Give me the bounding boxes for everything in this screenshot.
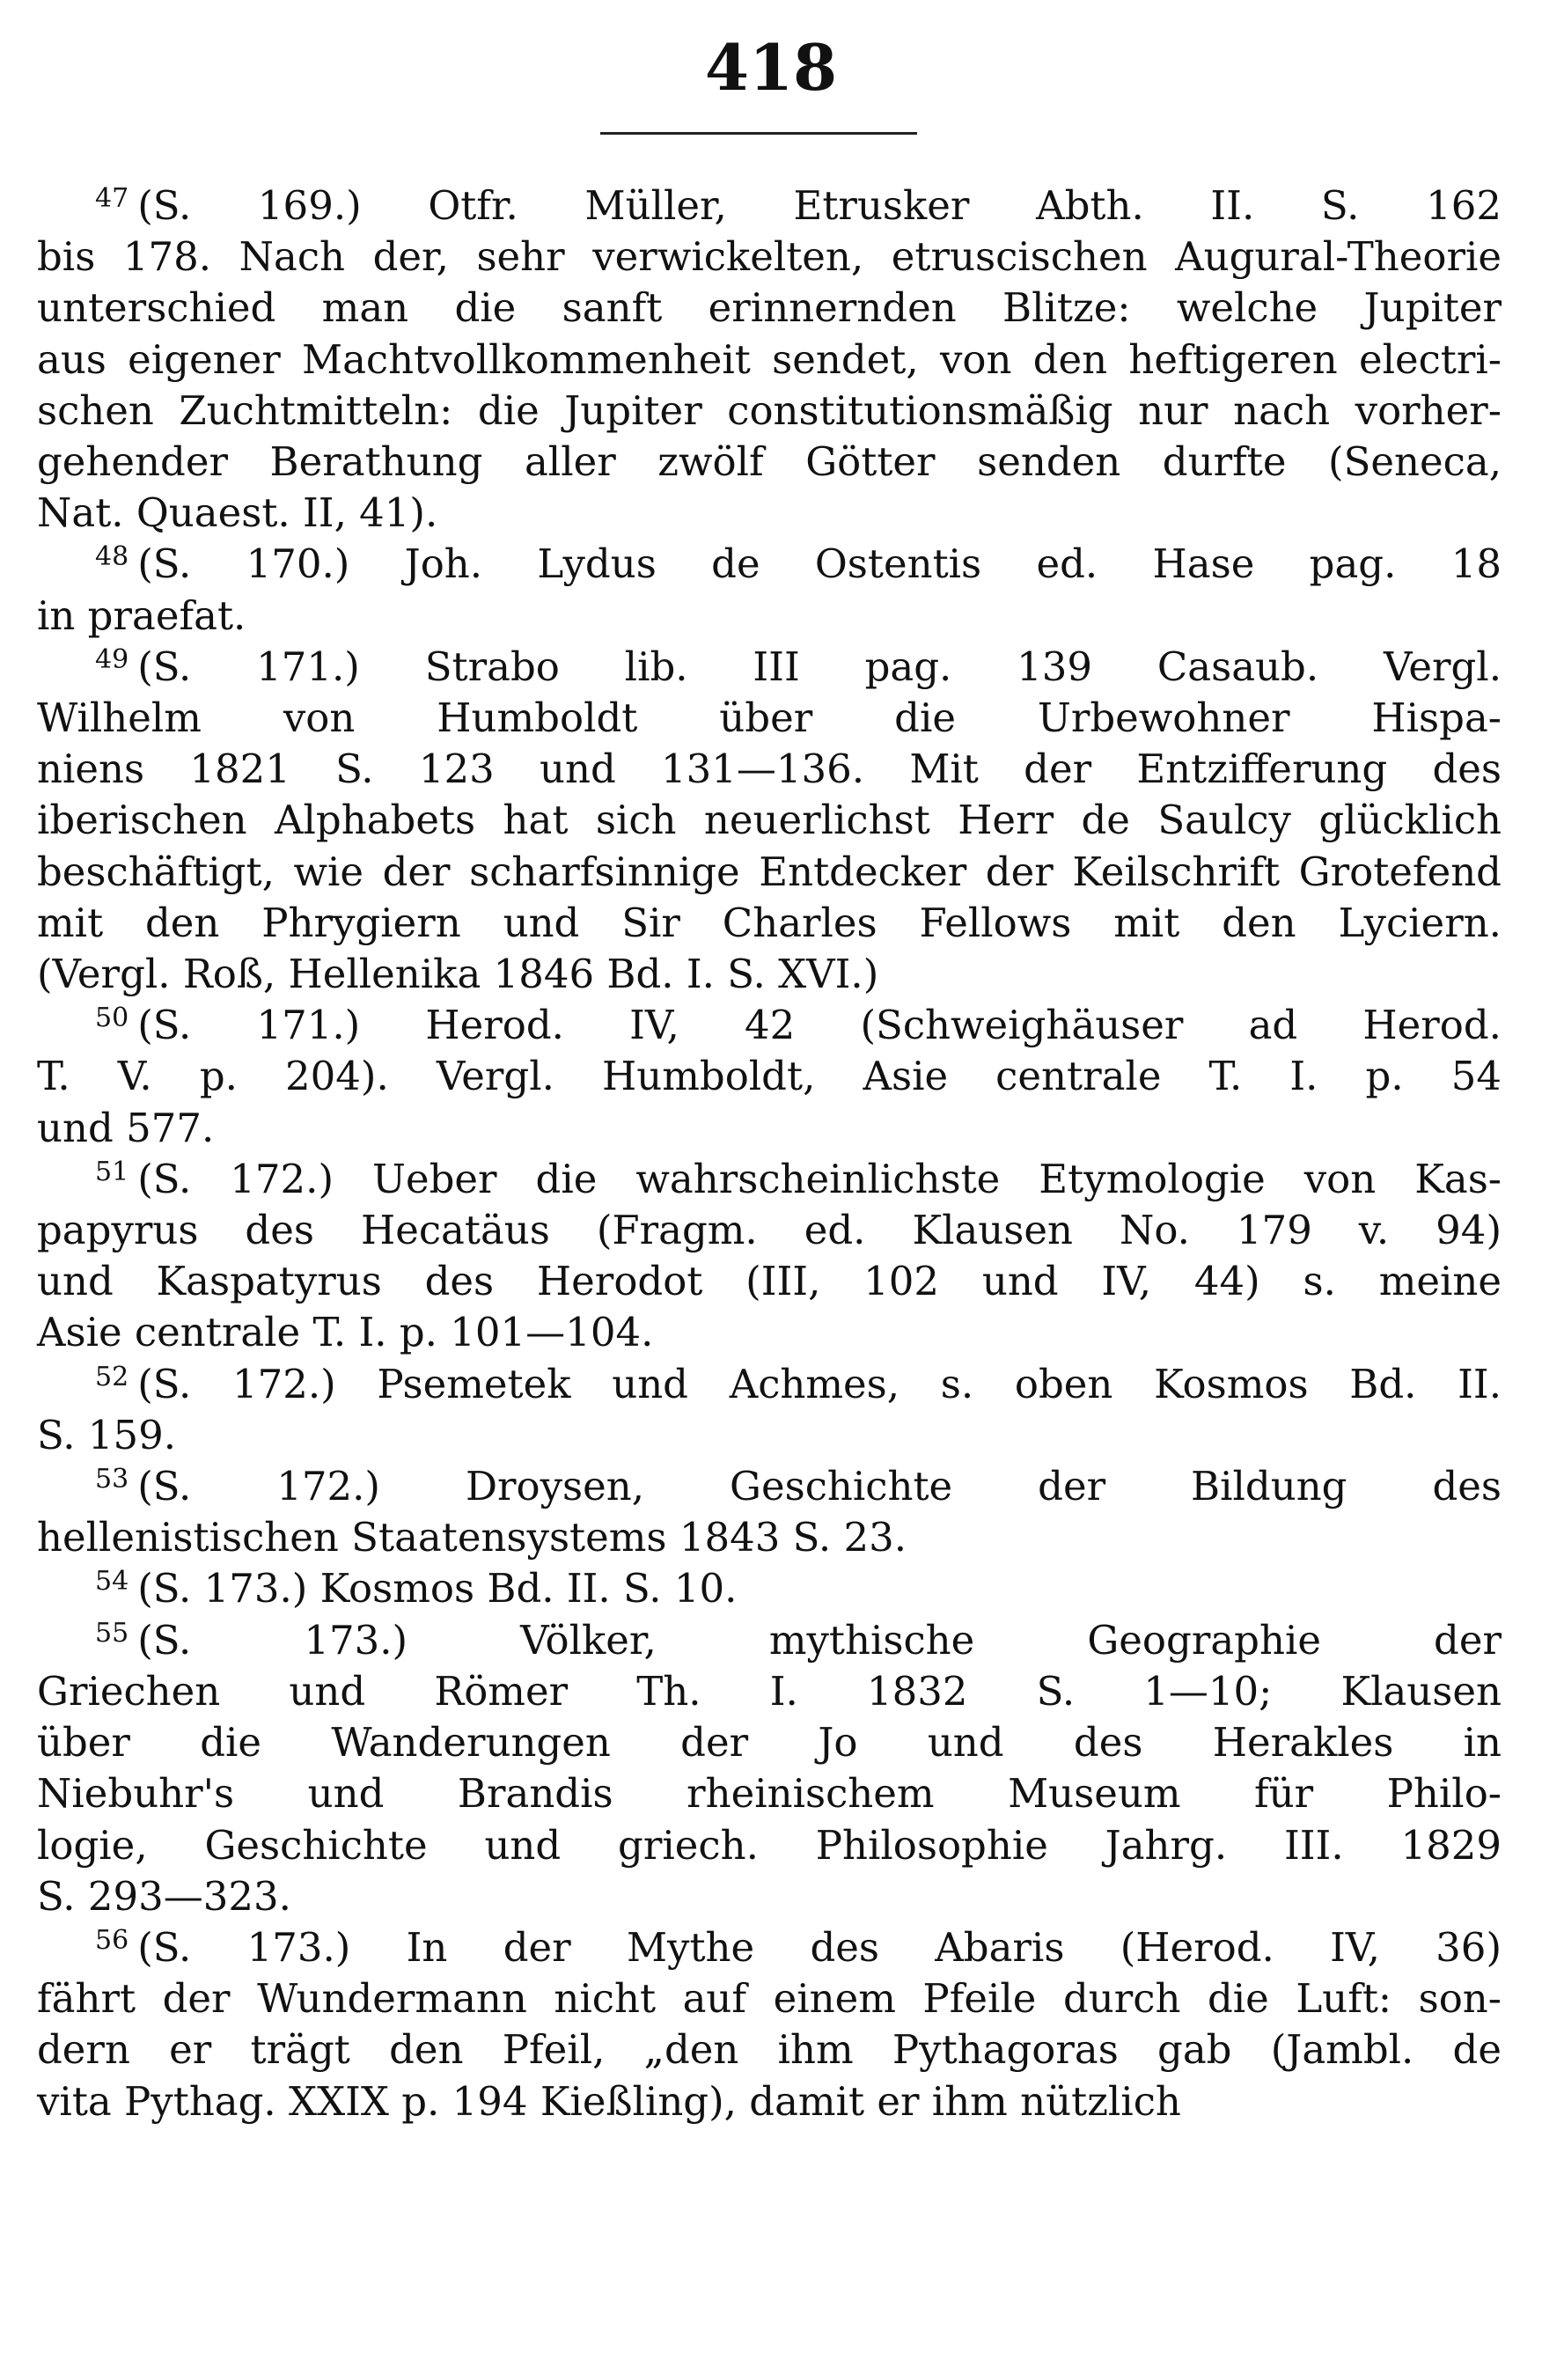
- footnote-text: schen Zuchtmitteln: die Jupiter constitutionsmäßig nur nach vorher-: [37, 386, 1502, 434]
- footnote-line: [37, 2024, 1502, 2075]
- footnote-text: Asie centrale T. I. p. 101—104.: [37, 1309, 654, 1356]
- footnote-number: 49: [95, 643, 129, 675]
- footnote-line: [37, 231, 1502, 283]
- footnote-54: [37, 1563, 1502, 1614]
- footnote-text: Griechen und Römer Th. I. 1832 S. 1—10; Klausen: [37, 1667, 1502, 1715]
- footnote-line: [37, 1666, 1502, 1717]
- page-number: 418: [704, 30, 838, 105]
- footnote-number: 48: [95, 541, 129, 573]
- footnote-line: [37, 488, 1502, 539]
- footnote-line: [37, 1461, 1502, 1512]
- footnote-text: papyrus des Hecatäus (Fragm. ed. Klausen No. 179 v. 94): [37, 1207, 1502, 1254]
- footnote-line: [37, 591, 1502, 642]
- footnote-text: über die Wanderungen der Jo und des Herakles in: [37, 1719, 1502, 1767]
- footnotes-block: [37, 180, 1502, 2127]
- footnote-line: [37, 1359, 1502, 1410]
- footnote-text: (S. 169.) Otfr. Müller, Etrusker Abth. II. S. 162: [137, 182, 1502, 229]
- footnote-text: und 577.: [37, 1104, 215, 1151]
- footnote-text: unterschied man die sanft erinnernden Blitze: welche Jupiter: [37, 284, 1502, 332]
- footnote-line: [37, 1256, 1502, 1307]
- footnote-text: (S. 171.) Herod. IV, 42 (Schweighäuser ad Herod.: [137, 1002, 1502, 1049]
- footnote-line: [37, 1103, 1502, 1154]
- footnote-line: [37, 847, 1502, 898]
- footnote-number: 55: [95, 1617, 129, 1649]
- footnote-53: [37, 1461, 1502, 1563]
- footnote-text: (S. 173.) Völker, mythische Geographie der: [137, 1616, 1502, 1664]
- footnote-47: [37, 180, 1502, 539]
- footnote-text: dern er trägt den Pfeil, „den ihm Pythagoras gab (Jambl. de: [37, 2026, 1502, 2074]
- footnote-line: [37, 642, 1502, 693]
- footnote-text: (S. 173.) In der Mythe des Abaris (Herod. IV, 36): [137, 1923, 1502, 1971]
- footnote-text: und Kaspatyrus des Herodot (III, 102 und IV, 44) s. meine: [37, 1258, 1502, 1305]
- footnote-text: bis 178. Nach der, sehr verwickelten, etruscischen Augural-Theorie: [37, 233, 1502, 281]
- footnote-51: [37, 1154, 1502, 1359]
- footnote-text: iberischen Alphabets hat sich neuerlichst Herr de Saulcy glücklich: [37, 797, 1502, 844]
- footnote-text: (Vergl. Roß, Hellenika 1846 Bd. I. S. XVI.): [37, 951, 879, 998]
- footnote-text: gehender Berathung aller zwölf Götter senden durfte (Seneca,: [37, 438, 1502, 486]
- footnote-49: [37, 642, 1502, 1000]
- footnote-text: Wilhelm von Humboldt über die Urbewohner Hispa-: [37, 694, 1502, 742]
- footnote-line: [37, 1307, 1502, 1358]
- footnote-line: [37, 180, 1502, 231]
- footnote-text: (S. 172.) Droysen, Geschichte der Bildung des: [137, 1463, 1502, 1510]
- footnote-line: [37, 693, 1502, 744]
- footnote-line: [37, 1717, 1502, 1768]
- header-rule: [600, 132, 917, 135]
- footnote-line: [37, 1154, 1502, 1205]
- footnote-line: [37, 1410, 1502, 1461]
- footnote-line: [37, 795, 1502, 846]
- footnote-text: niens 1821 S. 123 und 131—136. Mit der Entzifferung des: [37, 746, 1502, 793]
- footnote-line: [37, 949, 1502, 1000]
- footnote-text: beschäftigt, wie der scharfsinnige Entdecker der Keilschrift Grotefend: [37, 848, 1502, 895]
- footnote-number: 54: [95, 1566, 129, 1598]
- footnote-text: aus eigener Machtvollkommenheit sendet, von den heftigeren electri-: [37, 335, 1502, 383]
- footnote-text: hellenistischen Staatensystems 1843 S. 23.: [37, 1514, 907, 1561]
- footnote-number: 47: [95, 183, 129, 214]
- footnote-text: (S. 172.) Psemetek und Achmes, s. oben Kosmos Bd. II.: [137, 1360, 1502, 1407]
- footnote-line: [37, 1768, 1502, 1819]
- footnote-line: [37, 283, 1502, 334]
- footnote-number: 56: [95, 1924, 129, 1956]
- footnote-line: [37, 437, 1502, 488]
- footnote-number: 51: [95, 1156, 129, 1187]
- footnote-55: [37, 1615, 1502, 1922]
- footnote-line: [37, 539, 1502, 590]
- footnote-line: [37, 1512, 1502, 1563]
- footnote-56: [37, 1922, 1502, 2127]
- footnote-text: (S. 170.) Joh. Lydus de Ostentis ed. Hase pag. 18: [137, 540, 1502, 588]
- footnote-line: [37, 1051, 1502, 1102]
- footnote-text: mit den Phrygiern und Sir Charles Fellows mit den Lyciern.: [37, 899, 1502, 946]
- footnote-line: [37, 334, 1502, 386]
- footnote-text: logie, Geschichte und griech. Philosophie Jahrg. III. 1829: [37, 1821, 1502, 1869]
- footnote-line: [37, 1820, 1502, 1871]
- footnote-text: fährt der Wundermann nicht auf einem Pfeile durch die Luft: son-: [37, 1975, 1502, 2023]
- footnote-text: T. V. p. 204). Vergl. Humboldt, Asie centrale T. I. p. 54: [37, 1053, 1502, 1100]
- footnote-number: 53: [95, 1464, 129, 1495]
- footnote-text: vita Pythag. XXIX p. 194 Kießling), damit er ihm nützlich: [37, 2077, 1181, 2125]
- footnote-text: (S. 173.) Kosmos Bd. II. S. 10.: [137, 1565, 738, 1612]
- footnote-line: [37, 386, 1502, 437]
- footnote-50: [37, 1000, 1502, 1154]
- footnote-line: [37, 1615, 1502, 1666]
- footnote-text: in praefat.: [37, 591, 246, 639]
- footnote-number: 52: [95, 1361, 129, 1392]
- footnote-line: [37, 1205, 1502, 1256]
- footnote-text: (S. 171.) Strabo lib. III pag. 139 Casaub. Vergl.: [137, 643, 1502, 690]
- footnote-number: 50: [95, 1003, 129, 1034]
- footnote-text: (S. 172.) Ueber die wahrscheinlichste Etymologie von Kas-: [137, 1155, 1502, 1202]
- footnote-line: [37, 1871, 1502, 1922]
- footnote-line: [37, 898, 1502, 949]
- footnote-line: [37, 1922, 1502, 1973]
- footnote-text: S. 159.: [37, 1411, 177, 1458]
- footnote-line: [37, 1973, 1502, 2024]
- footnote-line: [37, 744, 1502, 795]
- footnote-48: [37, 539, 1502, 641]
- footnote-line: [37, 2076, 1502, 2127]
- footnote-52: [37, 1359, 1502, 1461]
- footnote-text: S. 293—323.: [37, 1872, 291, 1920]
- footnote-text: Nat. Quaest. II, 41).: [37, 489, 438, 537]
- footnote-line: [37, 1000, 1502, 1051]
- footnote-text: Niebuhr's und Brandis rheinischem Museum für Philo-: [37, 1770, 1502, 1818]
- footnote-line: [37, 1563, 1502, 1614]
